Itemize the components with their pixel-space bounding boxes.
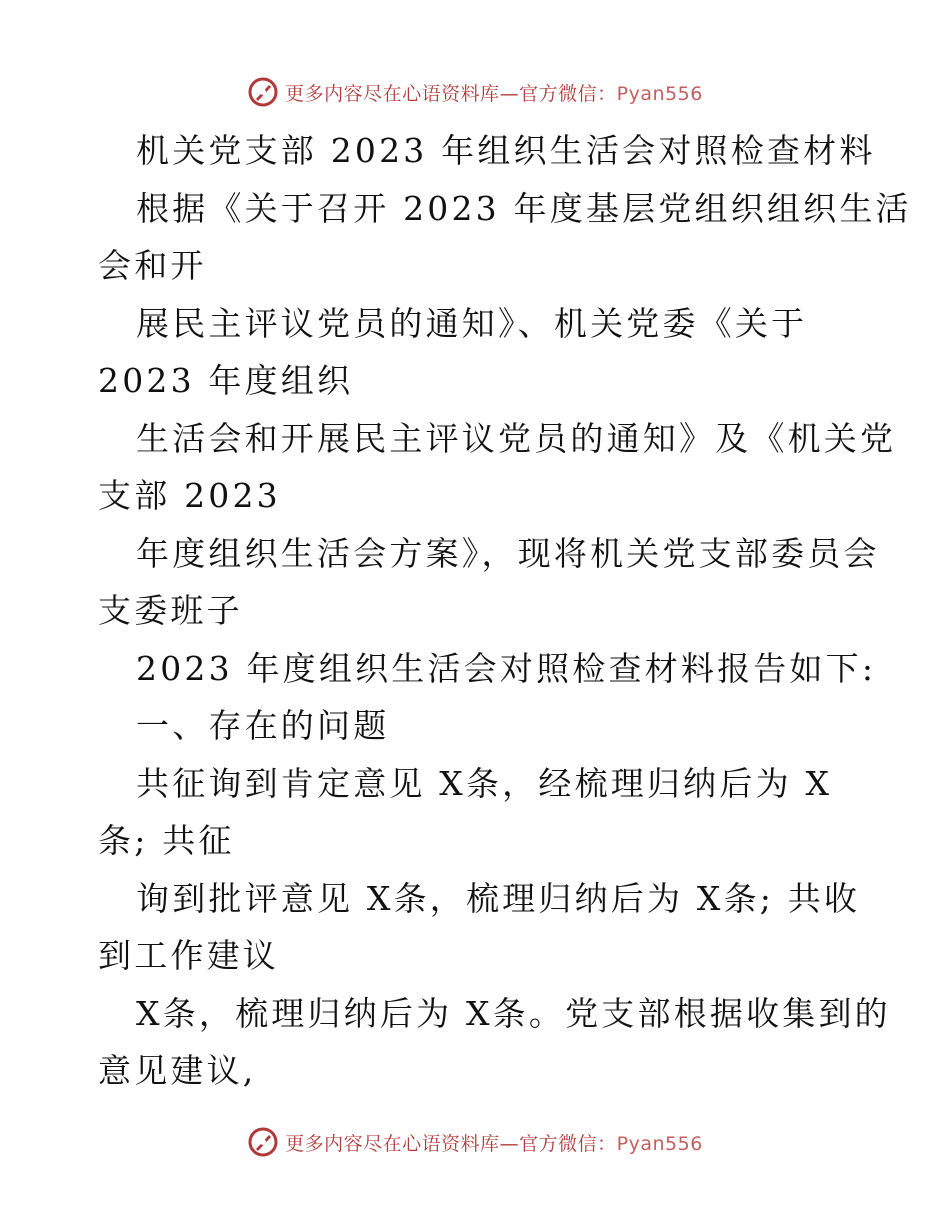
watermark-text: 更多内容尽在心语资料库—官方微信：Pyan556 xyxy=(285,1132,703,1155)
doc-line: 支委班子 xyxy=(98,591,243,630)
doc-line: 2023 年度组织 xyxy=(98,361,354,400)
doc-line: 到工作建议 xyxy=(98,936,279,975)
doc-line: X条，梳理归纳后为 X条。党支部根据收集到的 xyxy=(136,993,891,1033)
doc-line: 展民主评议党员的通知》、机关党委《关于 xyxy=(136,303,808,343)
doc-line: 2023 年度组织生活会对照检查材料报告如下: xyxy=(136,648,877,688)
watermark-contact: Pyan556 xyxy=(616,82,703,105)
doc-line: 意见建议, xyxy=(98,1051,257,1090)
doc-line: 会和开 xyxy=(98,246,207,285)
footer-watermark xyxy=(0,1122,950,1162)
red-quill-seal-icon xyxy=(247,76,279,108)
doc-line: 年度组织生活会方案》，现将机关党支部委员会 xyxy=(136,533,880,573)
doc-line: 询到批评意见 X条，梳理归纳后为 X条; 共收 xyxy=(136,878,861,918)
red-quill-seal-icon xyxy=(247,1126,279,1158)
doc-line: 生活会和开展民主评议党员的通知》及《机关党 xyxy=(136,418,897,458)
doc-line: 共征询到肯定意见 X条，经梳理归纳后为 X xyxy=(136,763,833,803)
doc-line: 条; 共征 xyxy=(98,821,235,860)
doc-line-title: 机关党支部 2023 年组织生活会对照检查材料 xyxy=(136,131,876,170)
watermark-text: 更多内容尽在心语资料库—官方微信：Pyan556 xyxy=(285,82,703,105)
watermark-contact: Pyan556 xyxy=(616,1132,703,1155)
doc-line: 支部 2023 xyxy=(98,476,281,515)
document-body xyxy=(98,122,912,1100)
header-watermark xyxy=(0,72,950,112)
doc-line: 根据《关于召开 2023 年度基层党组织组织生活 xyxy=(136,188,912,228)
doc-section-heading: 一、存在的问题 xyxy=(136,706,390,745)
